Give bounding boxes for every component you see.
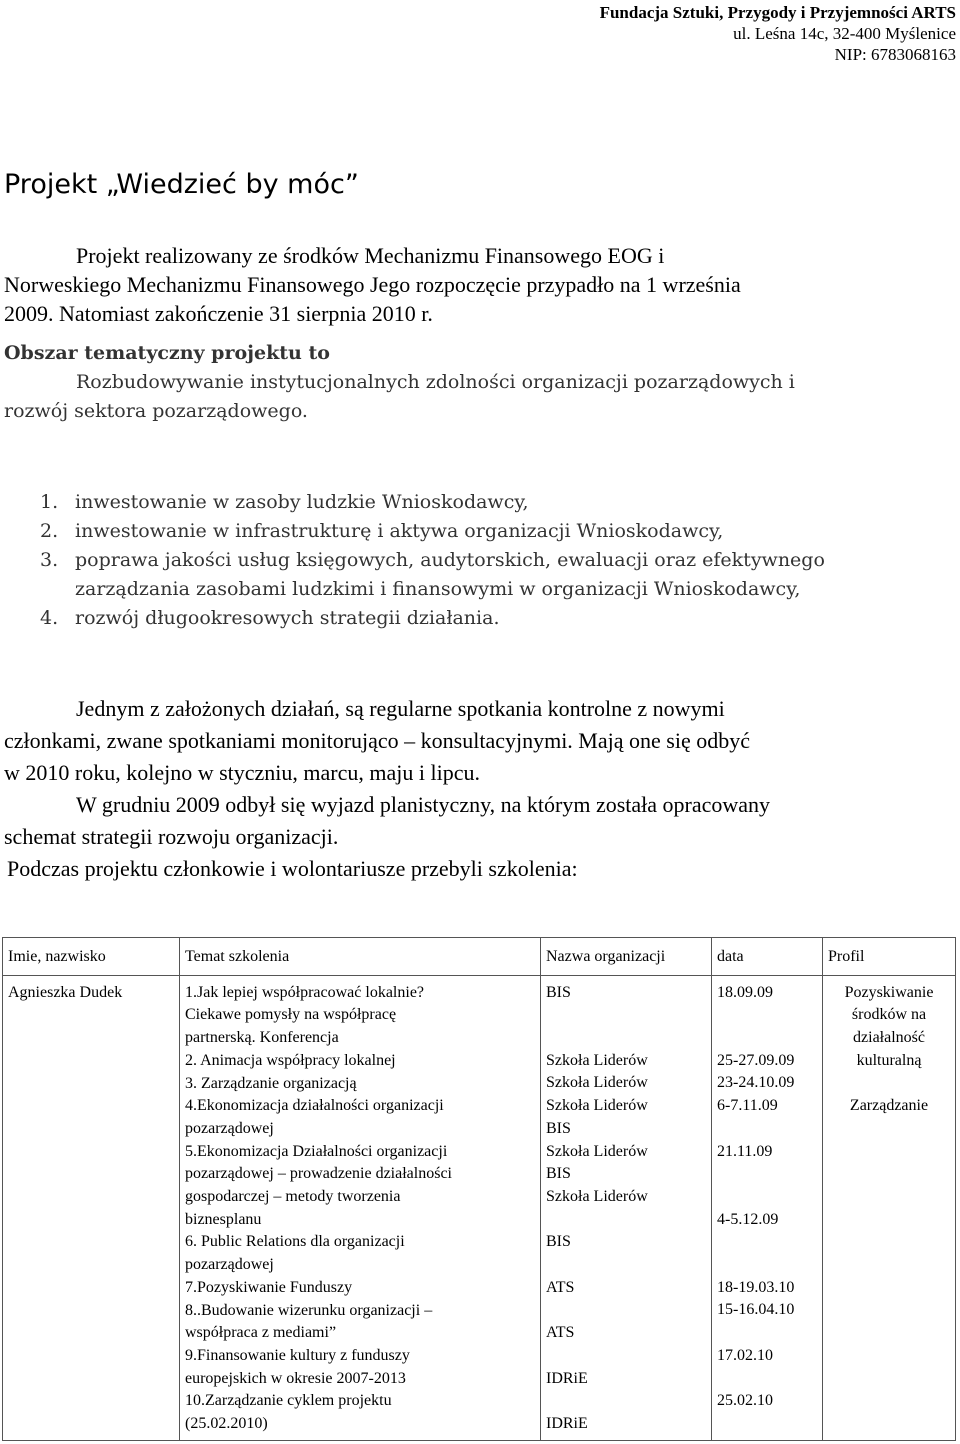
cell-line: Szkoła Liderów [546, 1188, 648, 1205]
cell-organizations [541, 975, 712, 1440]
cell-line [546, 1254, 706, 1277]
cell-line: biznesplanu [185, 1210, 262, 1228]
cell-line: Pozyskiwanie [844, 983, 934, 1001]
cell-line: 4-5.12.09 [717, 1210, 779, 1228]
cell-line: gospodarczej – metody tworzenia [185, 1188, 401, 1206]
cell-line: Zarządzanie [849, 1097, 929, 1115]
column-header-organization: Nazwa organizacji [541, 938, 712, 976]
cell-line [546, 1027, 706, 1050]
cell-line: 18-19.03.10 [717, 1278, 795, 1296]
cell-line: 17.02.10 [717, 1346, 773, 1364]
cell-line: ATS [546, 1324, 575, 1342]
project-intro [4, 241, 954, 328]
cell-line: 23-24.10.09 [717, 1074, 795, 1092]
cell-line: IDRiE [546, 1414, 588, 1432]
cell-line [717, 1413, 817, 1436]
cell-line [717, 1254, 817, 1277]
cell-line [717, 1027, 817, 1050]
list-item [40, 488, 950, 517]
cell-line: pozarządowej [185, 1256, 274, 1274]
cell-name: Agnieszka Dudek [3, 975, 180, 1440]
foundation-header [600, 2, 956, 65]
cell-line: Szkoła Liderów [546, 1074, 648, 1092]
thematic-area-heading: Obszar tematyczny projektu to [4, 342, 330, 364]
cell-line: 6. Public Relations dla organizacji [185, 1233, 405, 1251]
cell-line: (25.02.2010) [185, 1415, 268, 1433]
list-item-text: rozwój długookresowych strategii działania. [75, 607, 500, 629]
cell-line: pozarządowej – prowadzenie działalności [185, 1165, 452, 1183]
thematic-area-line: Rozbudowywanie instytucjonalnych zdolności organizacji pozarządowych i [76, 371, 795, 393]
list-item-text: inwestowanie w zasoby ludzkie Wnioskodawcy, [75, 491, 529, 513]
cell-line [717, 1118, 817, 1141]
monitoring-paragraph [4, 693, 954, 853]
cell-line [546, 1299, 706, 1322]
list-item [40, 546, 950, 604]
cell-line: partnerską. Konferencja [185, 1029, 339, 1047]
cell-line: 25-27.09.09 [717, 1051, 795, 1069]
thematic-area [4, 339, 954, 426]
cell-line: 10.Zarządzanie cyklem projektu [185, 1392, 392, 1410]
cell-line: 1.Jak lepiej współpracować lokalnie? [185, 983, 425, 1001]
cell-line: IDRiE [546, 1369, 588, 1387]
cell-topics [180, 975, 541, 1440]
intro-line: 2009. Natomiast zakończenie 31 sierpnia 2010 r. [4, 301, 433, 326]
cell-line: działalność [853, 1029, 925, 1047]
table-row [3, 975, 956, 1440]
list-item-number: 2. [40, 520, 59, 542]
cell-line [546, 1004, 706, 1027]
project-title: Projekt „Wiedzieć by móc” [4, 169, 359, 200]
list-item-text: zarządzania zasobami ludzkimi i finansowymi w organizacji Wnioskodawcy, [75, 578, 801, 600]
paragraph-line: Jednym z założonych działań, są regularne spotkania kontrolne z nowymi [76, 696, 725, 721]
cell-line: środków na [851, 1006, 927, 1024]
cell-line [717, 1186, 817, 1209]
cell-line [546, 1209, 706, 1232]
cell-line: Szkoła Liderów [546, 1097, 648, 1115]
list-item-number: 3. [40, 549, 59, 571]
column-header-date: data [712, 938, 823, 976]
cell-line: BIS [546, 1233, 571, 1251]
cell-line: 4.Ekonomizacja działalności organizacji [185, 1097, 444, 1115]
cell-line: 2. Animacja współpracy lokalnej [185, 1051, 396, 1069]
cell-line [717, 1163, 817, 1186]
paragraph-line: W grudniu 2009 odbył się wyjazd planistyczny, na którym została opracowany [76, 792, 771, 817]
list-item-text: poprawa jakości usług księgowych, audytorskich, ewaluacji oraz efektywnego [75, 549, 825, 571]
cell-line [717, 1004, 817, 1027]
paragraph-line: schemat strategii rozwoju organizacji. [4, 824, 339, 849]
cell-line: 7.Pozyskiwanie Funduszy [185, 1278, 353, 1296]
goals-list [40, 488, 950, 633]
cell-line: współpraca z mediami” [185, 1324, 337, 1342]
cell-dates [712, 975, 823, 1440]
cell-line: 25.02.10 [717, 1392, 773, 1410]
paragraph-line: w 2010 roku, kolejno w styczniu, marcu, maju i lipcu. [4, 760, 480, 785]
cell-line: 6-7.11.09 [717, 1097, 778, 1115]
list-item [40, 517, 950, 546]
cell-line: 8..Budowanie wizerunku organizacji – [185, 1301, 433, 1319]
foundation-name: Fundacja Sztuki, Przygody i Przyjemności ARTS [599, 3, 956, 22]
intro-line: Projekt realizowany ze środków Mechanizmu Finansowego EOG i [76, 243, 665, 268]
column-header-profile: Profil [823, 938, 956, 976]
cell-line: 5.Ekonomizacja Działalności organizacji [185, 1142, 448, 1160]
column-header-topic: Temat szkolenia [180, 938, 541, 976]
trainings-table [2, 937, 956, 1441]
cell-line [546, 1390, 706, 1413]
cell-line: kulturalną [856, 1051, 922, 1069]
list-item-number: 4. [40, 607, 59, 629]
foundation-address: ul. Leśna 14c, 32-400 Myślenice [733, 24, 956, 43]
cell-line [717, 1368, 817, 1391]
cell-line: pozarządowej [185, 1119, 274, 1137]
cell-line: BIS [546, 983, 571, 1001]
table-header-row [3, 938, 956, 976]
cell-line [717, 1231, 817, 1254]
cell-line: 21.11.09 [717, 1142, 773, 1160]
foundation-nip: NIP: 6783068163 [834, 45, 956, 64]
cell-line: Ciekawe pomysły na współpracę [185, 1006, 397, 1024]
list-item [40, 604, 950, 633]
thematic-area-line: rozwój sektora pozarządowego. [4, 400, 308, 422]
cell-line: 18.09.09 [717, 983, 773, 1001]
cell-line: europejskich w okresie 2007-2013 [185, 1369, 406, 1387]
cell-line: 3. Zarządzanie organizacją [185, 1074, 357, 1092]
trainings-intro: Podczas projektu członkowie i wolontariusze przebyli szkolenia: [7, 856, 578, 881]
cell-line [828, 1073, 950, 1096]
cell-line: ATS [546, 1278, 575, 1296]
cell-line [546, 1345, 706, 1368]
cell-line: Szkoła Liderów [546, 1142, 648, 1160]
cell-line: 15-16.04.10 [717, 1301, 795, 1319]
intro-line: Norweskiego Mechanizmu Finansowego Jego rozpoczęcie przypadło na 1 września [4, 272, 741, 297]
column-header-name: Imie, nazwisko [3, 938, 180, 976]
cell-line: BIS [546, 1165, 571, 1183]
list-item-number: 1. [40, 491, 59, 513]
cell-line: Szkoła Liderów [546, 1051, 648, 1069]
cell-profile [823, 975, 956, 1440]
cell-line: 9.Finansowanie kultury z funduszy [185, 1346, 410, 1364]
paragraph-line: członkami, zwane spotkaniami monitorująco – konsultacyjnymi. Mają one się odbyć [4, 728, 750, 753]
list-item-text: inwestowanie w infrastrukturę i aktywa organizacji Wnioskodawcy, [75, 520, 724, 542]
cell-line: BIS [546, 1119, 571, 1137]
cell-line [717, 1322, 817, 1345]
